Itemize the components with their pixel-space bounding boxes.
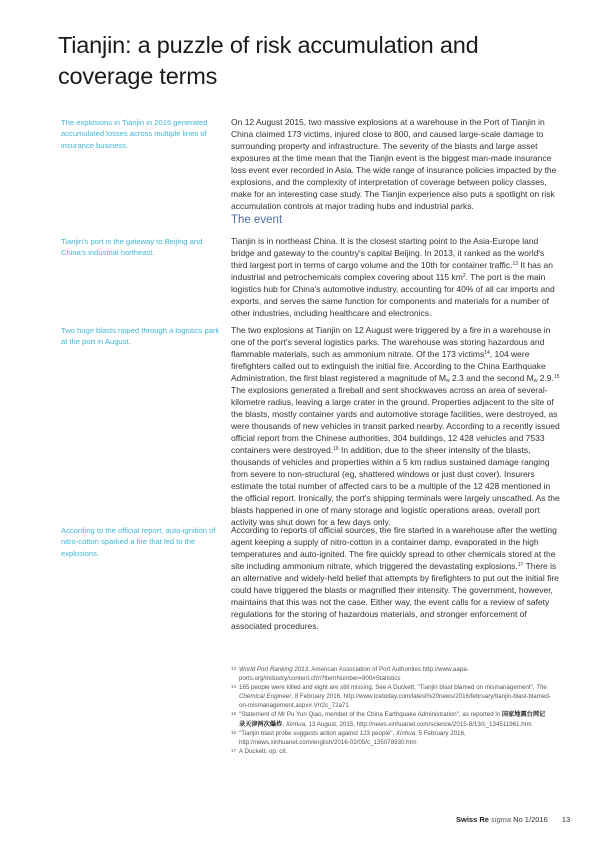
footnote-15 [231, 710, 551, 728]
paragraph-cause [231, 524, 561, 632]
footnote-text: , [282, 720, 286, 728]
intro-text: On 12 August 2015, two massive explosions at a warehouse in the Port of Tianjin in China claimed 173 victims, injured close to 800, and caused large-scale damage to surrounding property and infrastructure. The severity of the blasts and large asset exposures at the time mean that the Tianjin event is the biggest man-made insurance loss event ever recorded in Asia. The wide range of insurance policies impacted by the explosions, and the complexity of interpretation of coverage between policy classes, make for an interesting case study. The Tianjin experience also puts a spotlight on risk accumulation controls at major trading hubs and industrial parks. [231, 117, 557, 211]
footnote-chinese-title: 国家地震台网记录天津两次爆炸 [239, 711, 546, 728]
issue-number: No 1/2016 [513, 815, 548, 824]
footnote-17 [231, 747, 551, 756]
footnote-14 [231, 683, 551, 710]
text-run: 2.3 and the second M [449, 373, 534, 383]
paragraph-explosions [231, 324, 561, 528]
footnote-link[interactable]: , 5 February 2016, http://news.xinhuanet.com/english/2016-02/05/c_135078930.htm [239, 729, 466, 746]
footnote-text: "Statement of Mr Pu Yun Qiao, member of the China Earthquake Administration", as reported in [239, 711, 502, 719]
text-run: Tianjin is in northeast China. It is the closest starting point to the Asia-Europe land bridge and gateway to the country's capital Beijing. In 2013, it ranked as the world's third largest port in terms of cargo volume and the 10th for container traffic. [231, 236, 545, 270]
footnote-number: 17 [231, 747, 237, 753]
section-heading-the-event: The event [231, 214, 283, 226]
text-run: 2.9. [537, 373, 554, 383]
side-note-blasts: Two huge blasts ripped through a logistics park at the port in August. [61, 326, 220, 347]
page-number: 13 [561, 815, 571, 824]
magnitude-subscript: w [533, 378, 538, 384]
footnote-title: World Port Ranking 2013 [239, 666, 309, 673]
unit-superscript: 2 [462, 273, 466, 279]
footnote-text: 165 people were killed and eight are still missing. See A Duckett, "Tianjin blast blamed on mismanagement", [239, 684, 537, 692]
footnote-13 [231, 665, 551, 683]
side-note-intro: The explosions in Tianjin in 2015 generated accumulated losses across multiple lines of insurance business. [61, 118, 208, 150]
footnote-ref-17[interactable]: 17 [517, 562, 524, 568]
page-footer [456, 815, 570, 824]
footnote-link[interactable]: , 13 August, 2015, http://news.xinhuanet.com/science/2015-8/13/c_134511961.htm [305, 720, 532, 728]
footnote-ref-13[interactable]: 13 [512, 261, 518, 267]
footnote-text[interactable]: , American Association of Port Authorities http://www.aapa-ports.org/Industry/content.cfm?ItemNumber=900#Statistics [239, 666, 469, 683]
paragraph-location [231, 235, 561, 319]
footnote-title: Xinhua [285, 720, 306, 728]
footnote-text: A Duckett, op. cit. [239, 747, 288, 755]
brand-name: Swiss Re [456, 815, 489, 824]
text-run: In addition, due to the sheer intensity of the blasts, thousands of vehicles and properties within a 5 km radius sustained damage ranging from severe to non-structural (eg, shattered windows or just dust cover). Insurers estimate the total number of affected cars to be a multiple of the 12 428 mentioned in the official report. Ironically, the port's shipping terminals were largely unscathed. As the blasts happened in one of many storage and logistic operations areas, overall port activity was shut down for a few days only. [231, 445, 560, 527]
footnote-title: Xinhua [395, 729, 416, 737]
text-run: The explosions generated a fireball and sent shockwaves across an area of several-kilometre radius, leaving a large crater in the ground. Properties adjacent to the site of the blasts, mostly container yards and automotive storage facilities, were destroyed, as were thousands of new vehicles in transit parked nearby. According to a recently issued official report from the Chinese authorities, 304 buildings, 12 428 vehicles and 7533 containers were destroyed. [231, 385, 560, 455]
page-title: Tianjin: a puzzle of risk accumulation and coverage terms [58, 32, 479, 89]
footnote-link[interactable]: , 8 February 2016, http://www.tcetoday.com/latest%20news/2016/february/tianjin-blast-blamed-on-mismanagement.aspx#.Vrr2c_72a71 [239, 693, 551, 710]
text-run: There is an alternative and widely-held belief that attempts by firefighters to put out the initial fire could have triggered the blasts or magnified their intensity. The government, however, maintains that this was not the case. Either way, the event calls for a review of safety regulations for the storing of hazardous materials, and stronger enforcement of associated procedures. [231, 561, 559, 631]
footnote-ref-16[interactable]: 16 [333, 446, 339, 452]
footnote-number: 16 [231, 729, 237, 735]
magnitude-subscript: w [445, 378, 450, 384]
text-run: . The port is the main logistics hub for China's automotive industry, accounting for 40% of all car imports and exports, and serves the same function for components and materials for a number of other industries, including healthcare and electronics. [231, 272, 555, 318]
footnote-number: 15 [231, 711, 237, 717]
footnote-text: "Tianjin blast probe suggests action against 123 people", [239, 729, 396, 737]
footnote-ref-15[interactable]: 15 [553, 374, 560, 380]
side-note-nitro-cotton: According to the official report, auto-ignition of nitro-cotton sparked a fire that led to the explosions. [61, 526, 216, 558]
footnote-16 [231, 729, 551, 747]
text-run: It has an industrial and petrochemicals complex covering about 115 km [231, 260, 553, 282]
text-run: , 104 were firefighters called out to extinguish the initial fire. According to the China Earthquake Administration, the first blast registered a magnitude of M [231, 349, 546, 383]
publication-name: sigma [491, 815, 512, 824]
side-note-gateway: Tianjin's port is the gateway to Beijing and China's industrial northeast. [61, 237, 203, 258]
footnote-number: 13 [231, 666, 237, 671]
footnotes [231, 665, 551, 756]
footnote-ref-14[interactable]: 14 [484, 350, 490, 356]
text-run: According to reports of official sources, the fire started in a warehouse after the wetting agent keeping a supply of nitro-cotton in a container damp, evaporated in the high temperatures and auto-ignited. The fire quickly spread to other chemicals stored at the site including ammonium nitrate, which triggered the devastating explosions. [231, 525, 557, 571]
footnote-number: 14 [231, 684, 237, 690]
intro-paragraph [231, 116, 561, 212]
footnote-title: The Chemical Engineer [239, 684, 547, 701]
text-run: The two explosions at Tianjin on 12 August were triggered by a fire in a warehouse in one of the port's several logistics parks. The warehouse was storing hazardous and flammable materials, such as ammonium nitrate. Of the 173 victims [231, 325, 551, 359]
